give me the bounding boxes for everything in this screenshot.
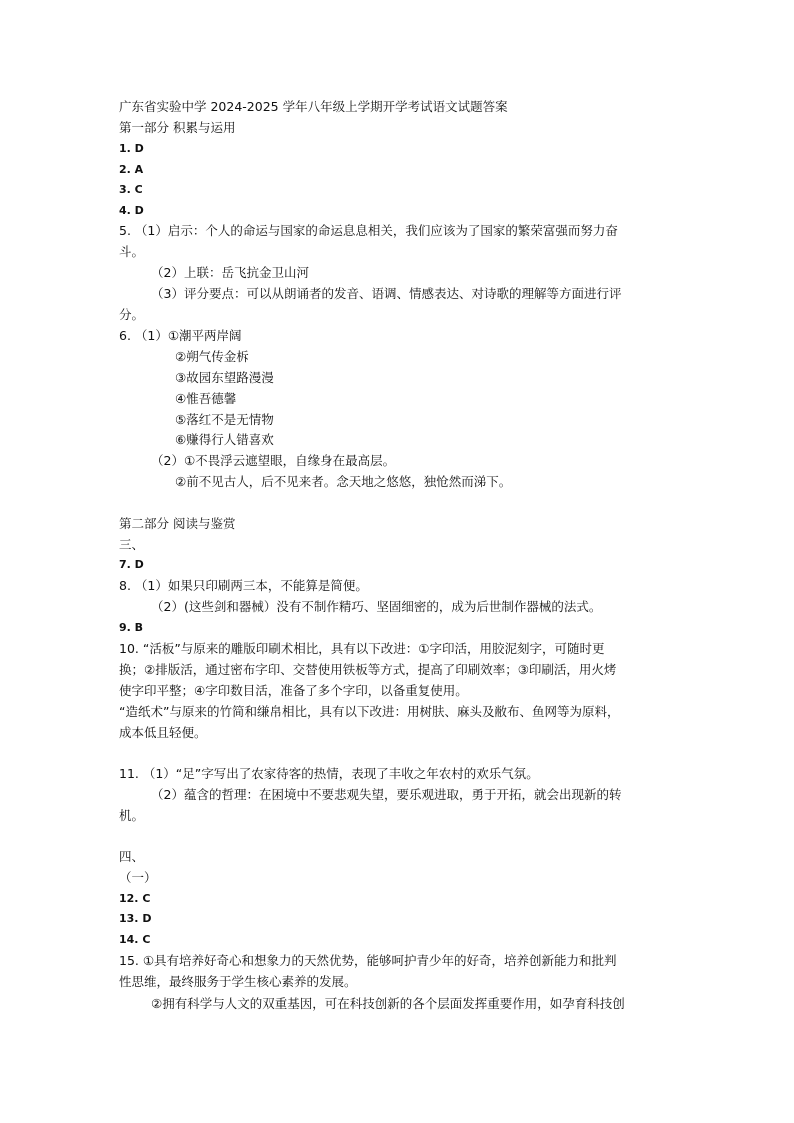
answer-15-line3: ②拥有科学与人文的双重基因，可在科技创新的各个层面发挥重要作用，如孕育科技创 xyxy=(151,996,625,1011)
answer-6-part2-item1: （2）①不畏浮云遮望眼，自缘身在最高层。 xyxy=(151,453,396,468)
answer-6-item2: ②朔气传金柝 xyxy=(175,349,249,364)
answer-5-part1-line2: 斗。 xyxy=(119,244,145,259)
answer-5-part2: （2）上联：岳飞抗金卫山河 xyxy=(151,265,309,280)
answer-10-line3: 使字印平整；④字印数目活，准备了多个字印，以备重复使用。 xyxy=(119,683,468,698)
answer-11-part2-line1: （2）蕴含的哲理：在困境中不要悲观失望，要乐观进取，勇于开拓，就会出现新的转 xyxy=(151,787,622,802)
document-title: 广东省实验中学 2024-2025 学年八年级上学期开学考试语文试题答案 xyxy=(119,99,508,114)
answer-2: 2. A xyxy=(119,163,144,176)
answer-10-line4: “造纸术”与原来的竹简和缣帛相比，具有以下改进：用树肤、麻头及敝布、鱼网等为原料， xyxy=(119,704,620,719)
answer-5-part3-line1: （3）评分要点：可以从朗诵者的发音、语调、情感表达、对诗歌的理解等方面进行评 xyxy=(151,286,622,301)
answer-7: 7. D xyxy=(119,558,144,571)
answer-6-item4: ④惟吾德馨 xyxy=(175,391,237,406)
answer-6-item3: ③故园东望路漫漫 xyxy=(175,370,274,385)
answer-6-item6: ⑥赚得行人错喜欢 xyxy=(175,432,274,447)
answer-12: 12. C xyxy=(119,892,151,905)
answer-13: 13. D xyxy=(119,912,152,925)
answer-6-item5: ⑤落红不是无情物 xyxy=(175,412,274,427)
answer-10-line2: 换；②排版活，通过密布字印、交替使用铁板等方式，提高了印刷效率；③印刷活，用火烤 xyxy=(119,662,617,677)
answer-6-part2-item2: ②前不见古人，后不见来者。念天地之悠悠，独怆然而涕下。 xyxy=(175,474,512,489)
answer-8-part1: 8. （1）如果只印刷两三本，不能算是简便。 xyxy=(119,578,368,593)
answer-5-part1-line1: 5. （1）启示：个人的命运与国家的命运息息相关，我们应该为了国家的繁荣富强而努力奋 xyxy=(119,223,618,238)
part-one-heading: 第一部分 积累与运用 xyxy=(119,120,236,135)
section-three-heading: 三、 xyxy=(119,537,145,552)
answer-5-part3-line2: 分。 xyxy=(119,307,145,322)
answer-14: 14. C xyxy=(119,933,151,946)
answer-10-line5: 成本低且轻便。 xyxy=(119,725,207,740)
answer-1: 1. D xyxy=(119,142,144,155)
answer-11-part2-line2: 机。 xyxy=(119,808,145,823)
answer-4: 4. D xyxy=(119,204,144,217)
answer-11-part1: 11. （1）“足”字写出了农家待客的热情，表现了丰收之年农村的欢乐气氛。 xyxy=(119,766,539,781)
subsection-one-heading: （一） xyxy=(119,870,157,885)
answer-3: 3. C xyxy=(119,183,143,196)
part-two-heading: 第二部分 阅读与鉴赏 xyxy=(119,516,236,531)
answer-9: 9. B xyxy=(119,621,144,634)
section-four-heading: 四、 xyxy=(119,849,145,864)
answer-10-line1: 10. “活板”与原来的雕版印刷术相比，具有以下改进：①字印活，用胶泥刻字，可随时更 xyxy=(119,641,605,656)
answer-6-heading: 6. （1）①潮平两岸阔 xyxy=(119,328,242,343)
answer-15-line1: 15. ①具有培养好奇心和想象力的天然优势，能够呵护青少年的好奇，培养创新能力和批判 xyxy=(119,953,617,968)
answer-15-line2: 性思维，最终服务于学生核心素养的发展。 xyxy=(119,974,357,989)
answer-8-part2: （2）(这些剑和器械）没有不制作精巧、坚固细密的，成为后世制作器械的法式。 xyxy=(151,599,602,614)
